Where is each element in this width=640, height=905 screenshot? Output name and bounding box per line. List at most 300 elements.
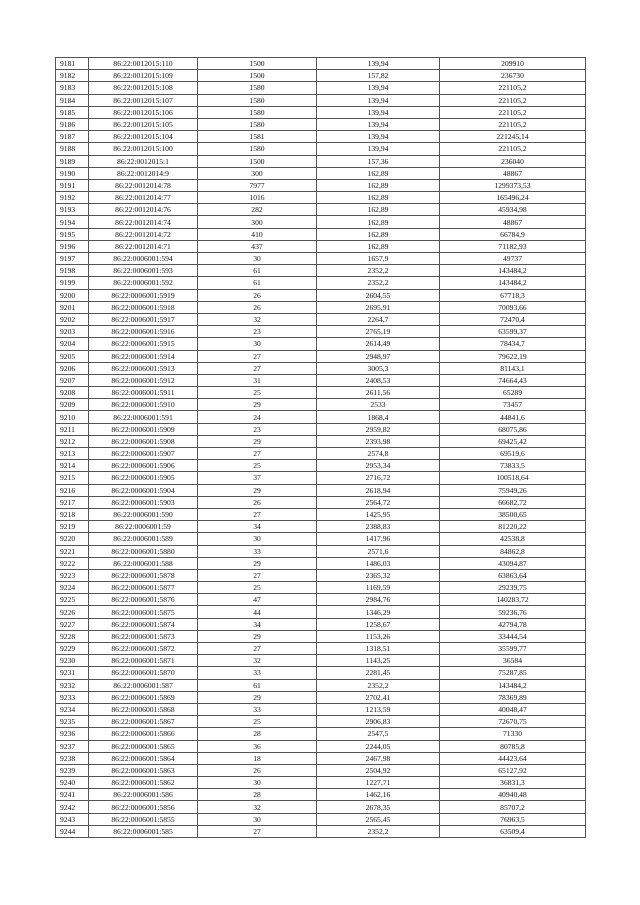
unit-value-cell: 2574,8 (317, 448, 440, 460)
area-cell: 27 (198, 362, 317, 374)
unit-value-cell: 2393,98 (317, 435, 440, 447)
cadastral-value-cell: 165496,24 (440, 192, 586, 204)
area-cell: 33 (198, 667, 317, 679)
area-cell: 1580 (198, 118, 317, 130)
table-row (56, 362, 586, 374)
cadastral-number-cell: 86:22:0006001:594 (89, 253, 198, 265)
row-number-cell: 9200 (56, 289, 89, 301)
unit-value-cell: 1417,96 (317, 533, 440, 545)
table-row (56, 277, 586, 289)
row-number-cell: 9184 (56, 94, 89, 106)
cadastral-number-cell: 86:22:0006001:5864 (89, 752, 198, 764)
area-cell: 27 (198, 508, 317, 520)
unit-value-cell: 157,36 (317, 155, 440, 167)
row-number-cell: 9237 (56, 740, 89, 752)
table-row (56, 533, 586, 545)
area-cell: 1580 (198, 106, 317, 118)
area-cell: 28 (198, 728, 317, 740)
row-number-cell: 9198 (56, 265, 89, 277)
cadastral-value-cell: 69519,6 (440, 448, 586, 460)
cadastral-value-cell: 1299373,53 (440, 179, 586, 191)
area-cell: 25 (198, 716, 317, 728)
cadastral-number-cell: 86:22:0006001:5912 (89, 374, 198, 386)
cadastral-value-cell: 69425,42 (440, 435, 586, 447)
cadastral-value-cell: 35599,77 (440, 643, 586, 655)
cadastral-number-cell: 86:22:0012014:77 (89, 192, 198, 204)
cadastral-value-cell: 81220,22 (440, 521, 586, 533)
unit-value-cell: 139,94 (317, 131, 440, 143)
cadastral-value-cell: 49737 (440, 253, 586, 265)
table-row (56, 216, 586, 228)
table-row (56, 387, 586, 399)
table-row (56, 374, 586, 386)
cadastral-value-cell: 80785,8 (440, 740, 586, 752)
table-row (56, 716, 586, 728)
cadastral-number-cell: 86:22:0006001:5871 (89, 655, 198, 667)
table-row (56, 508, 586, 520)
cadastral-value-cell: 73833,5 (440, 460, 586, 472)
row-number-cell: 9214 (56, 460, 89, 472)
area-cell: 30 (198, 813, 317, 825)
cadastral-value-cell: 68075,86 (440, 423, 586, 435)
table-row (56, 301, 586, 313)
area-cell: 34 (198, 521, 317, 533)
table-row (56, 118, 586, 130)
table-row (56, 131, 586, 143)
table-row (56, 545, 586, 557)
row-number-cell: 9201 (56, 301, 89, 313)
table-row (56, 582, 586, 594)
table-row (56, 679, 586, 691)
table-row (56, 338, 586, 350)
row-number-cell: 9205 (56, 350, 89, 362)
table-row (56, 667, 586, 679)
area-cell: 27 (198, 448, 317, 460)
unit-value-cell: 2571,6 (317, 545, 440, 557)
table-row (56, 179, 586, 191)
cadastral-number-cell: 86:22:0006001:589 (89, 533, 198, 545)
area-cell: 1500 (198, 58, 317, 70)
cadastral-value-cell: 143484,2 (440, 277, 586, 289)
row-number-cell: 9195 (56, 228, 89, 240)
table-row (56, 58, 586, 70)
unit-value-cell: 2352,2 (317, 825, 440, 837)
row-number-cell: 9181 (56, 58, 89, 70)
unit-value-cell: 2604,55 (317, 289, 440, 301)
cadastral-value-cell: 72470,4 (440, 313, 586, 325)
cadastral-value-cell: 221105,2 (440, 118, 586, 130)
cadastral-number-cell: 86:22:0006001:5870 (89, 667, 198, 679)
cadastral-number-cell: 86:22:0006001:5916 (89, 326, 198, 338)
row-number-cell: 9197 (56, 253, 89, 265)
unit-value-cell: 2618,94 (317, 484, 440, 496)
cadastral-number-cell: 86:22:0012015:110 (89, 58, 198, 70)
unit-value-cell: 1346,29 (317, 606, 440, 618)
row-number-cell: 9202 (56, 313, 89, 325)
row-number-cell: 9211 (56, 423, 89, 435)
row-number-cell: 9218 (56, 508, 89, 520)
unit-value-cell: 2953,34 (317, 460, 440, 472)
row-number-cell: 9236 (56, 728, 89, 740)
area-cell: 29 (198, 435, 317, 447)
area-cell: 300 (198, 216, 317, 228)
cadastral-value-cell: 45934,98 (440, 204, 586, 216)
area-cell: 7977 (198, 179, 317, 191)
cadastral-value-cell: 81143,1 (440, 362, 586, 374)
cadastral-number-cell: 86:22:0006001:593 (89, 265, 198, 277)
cadastral-number-cell: 86:22:0006001:5873 (89, 630, 198, 642)
table-row (56, 789, 586, 801)
row-number-cell: 9190 (56, 167, 89, 179)
unit-value-cell: 2716,72 (317, 472, 440, 484)
row-number-cell: 9219 (56, 521, 89, 533)
cadastral-number-cell: 86:22:0006001:5865 (89, 740, 198, 752)
row-number-cell: 9193 (56, 204, 89, 216)
cadastral-value-cell: 29239,75 (440, 582, 586, 594)
area-cell: 282 (198, 204, 317, 216)
row-number-cell: 9207 (56, 374, 89, 386)
area-cell: 30 (198, 777, 317, 789)
unit-value-cell: 1213,59 (317, 703, 440, 715)
cadastral-value-cell: 221105,2 (440, 106, 586, 118)
area-cell: 30 (198, 338, 317, 350)
cadastral-value-cell: 36584 (440, 655, 586, 667)
unit-value-cell: 2352,2 (317, 679, 440, 691)
cadastral-number-cell: 86:22:0006001:5868 (89, 703, 198, 715)
cadastral-value-cell: 71330 (440, 728, 586, 740)
area-cell: 300 (198, 167, 317, 179)
cadastral-value-cell: 76963,5 (440, 813, 586, 825)
unit-value-cell: 2695,91 (317, 301, 440, 313)
cadastral-number-cell: 86:22:0012015:104 (89, 131, 198, 143)
area-cell: 24 (198, 411, 317, 423)
row-number-cell: 9232 (56, 679, 89, 691)
table-row (56, 448, 586, 460)
unit-value-cell: 139,94 (317, 82, 440, 94)
area-cell: 61 (198, 277, 317, 289)
area-cell: 26 (198, 496, 317, 508)
area-cell: 1500 (198, 155, 317, 167)
cadastral-number-cell: 86:22:0006001:5913 (89, 362, 198, 374)
table-body (56, 58, 586, 838)
area-cell: 33 (198, 545, 317, 557)
area-cell: 1580 (198, 82, 317, 94)
area-cell: 25 (198, 387, 317, 399)
cadastral-value-cell: 79622,19 (440, 350, 586, 362)
cadastral-number-cell: 86:22:0012014:71 (89, 240, 198, 252)
unit-value-cell: 2959,82 (317, 423, 440, 435)
table-row (56, 643, 586, 655)
row-number-cell: 9222 (56, 557, 89, 569)
cadastral-value-cell: 100518,64 (440, 472, 586, 484)
cadastral-value-cell: 221105,2 (440, 143, 586, 155)
cadastral-number-cell: 86:22:0006001:5910 (89, 399, 198, 411)
cadastral-number-cell: 86:22:0006001:591 (89, 411, 198, 423)
area-cell: 27 (198, 825, 317, 837)
cadastral-number-cell: 86:22:0012015:100 (89, 143, 198, 155)
table-row (56, 228, 586, 240)
table-row (56, 435, 586, 447)
unit-value-cell: 139,94 (317, 94, 440, 106)
cadastral-value-cell: 78369,89 (440, 691, 586, 703)
cadastral-number-cell: 86:22:0006001:5909 (89, 423, 198, 435)
row-number-cell: 9239 (56, 764, 89, 776)
table-row (56, 313, 586, 325)
row-number-cell: 9225 (56, 594, 89, 606)
cadastral-number-cell: 86:22:0006001:5878 (89, 569, 198, 581)
unit-value-cell: 162,89 (317, 192, 440, 204)
area-cell: 26 (198, 764, 317, 776)
cadastral-number-cell: 86:22:0006001:5855 (89, 813, 198, 825)
cadastral-value-cell: 44423,64 (440, 752, 586, 764)
cadastral-value-cell: 66784,9 (440, 228, 586, 240)
table-row (56, 423, 586, 435)
unit-value-cell: 2948,97 (317, 350, 440, 362)
table-row (56, 728, 586, 740)
area-cell: 18 (198, 752, 317, 764)
area-cell: 37 (198, 472, 317, 484)
cadastral-number-cell: 86:22:0006001:587 (89, 679, 198, 691)
table-row (56, 167, 586, 179)
row-number-cell: 9231 (56, 667, 89, 679)
cadastral-number-cell: 86:22:0006001:585 (89, 825, 198, 837)
cadastral-number-cell: 86:22:0006001:5872 (89, 643, 198, 655)
unit-value-cell: 1258,67 (317, 618, 440, 630)
unit-value-cell: 1486,03 (317, 557, 440, 569)
row-number-cell: 9191 (56, 179, 89, 191)
unit-value-cell: 2765,19 (317, 326, 440, 338)
unit-value-cell: 2408,53 (317, 374, 440, 386)
table-row (56, 825, 586, 837)
row-number-cell: 9183 (56, 82, 89, 94)
row-number-cell: 9209 (56, 399, 89, 411)
table-row (56, 350, 586, 362)
cadastral-number-cell: 86:22:0012015:105 (89, 118, 198, 130)
cadastral-number-cell: 86:22:0012015:109 (89, 70, 198, 82)
table-row (56, 192, 586, 204)
area-cell: 26 (198, 301, 317, 313)
row-number-cell: 9230 (56, 655, 89, 667)
table-row (56, 326, 586, 338)
cadastral-value-cell: 236040 (440, 155, 586, 167)
unit-value-cell: 1227,71 (317, 777, 440, 789)
cadastral-value-cell: 236730 (440, 70, 586, 82)
table-row (56, 655, 586, 667)
area-cell: 29 (198, 484, 317, 496)
cadastral-value-cell: 221105,2 (440, 94, 586, 106)
cadastral-value-cell: 63599,37 (440, 326, 586, 338)
area-cell: 29 (198, 630, 317, 642)
table-row (56, 240, 586, 252)
unit-value-cell: 162,89 (317, 179, 440, 191)
unit-value-cell: 2565,45 (317, 813, 440, 825)
cadastral-number-cell: 86:22:0006001:5874 (89, 618, 198, 630)
unit-value-cell: 1425,95 (317, 508, 440, 520)
area-cell: 1581 (198, 131, 317, 143)
table-row (56, 472, 586, 484)
unit-value-cell: 1462,16 (317, 789, 440, 801)
table-row (56, 618, 586, 630)
unit-value-cell: 162,89 (317, 167, 440, 179)
cadastral-number-cell: 86:22:0012014:74 (89, 216, 198, 228)
cadastral-value-cell: 78434,7 (440, 338, 586, 350)
cadastral-number-cell: 86:22:0006001:5906 (89, 460, 198, 472)
cadastral-number-cell: 86:22:0006001:5911 (89, 387, 198, 399)
cadastral-number-cell: 86:22:0006001:5908 (89, 435, 198, 447)
cadastral-value-cell: 209910 (440, 58, 586, 70)
area-cell: 1016 (198, 192, 317, 204)
table-row (56, 460, 586, 472)
row-number-cell: 9182 (56, 70, 89, 82)
table-row (56, 703, 586, 715)
cadastral-value-cell: 36831,3 (440, 777, 586, 789)
cadastral-number-cell: 86:22:0012014:78 (89, 179, 198, 191)
area-cell: 33 (198, 703, 317, 715)
cadastral-number-cell: 86:22:0012015:108 (89, 82, 198, 94)
row-number-cell: 9240 (56, 777, 89, 789)
table-row (56, 82, 586, 94)
cadastral-value-cell: 40048,47 (440, 703, 586, 715)
area-cell: 29 (198, 399, 317, 411)
row-number-cell: 9217 (56, 496, 89, 508)
area-cell: 1580 (198, 143, 317, 155)
row-number-cell: 9220 (56, 533, 89, 545)
area-cell: 410 (198, 228, 317, 240)
table-row (56, 70, 586, 82)
cadastral-number-cell: 86:22:0006001:5919 (89, 289, 198, 301)
table-row (56, 484, 586, 496)
table-row (56, 106, 586, 118)
row-number-cell: 9244 (56, 825, 89, 837)
cadastral-value-cell: 63509,4 (440, 825, 586, 837)
unit-value-cell: 2984,76 (317, 594, 440, 606)
table-row (56, 752, 586, 764)
cadastral-value-cell: 40940,48 (440, 789, 586, 801)
cadastral-number-cell: 86:22:0006001:5867 (89, 716, 198, 728)
table-row (56, 496, 586, 508)
area-cell: 26 (198, 289, 317, 301)
table-row (56, 557, 586, 569)
cadastral-number-cell: 86:22:0006001:5862 (89, 777, 198, 789)
row-number-cell: 9188 (56, 143, 89, 155)
row-number-cell: 9192 (56, 192, 89, 204)
cadastral-number-cell: 86:22:0006001:5905 (89, 472, 198, 484)
table-row (56, 630, 586, 642)
cadastral-number-cell: 86:22:0012015:1 (89, 155, 198, 167)
cadastral-number-cell: 86:22:0012014:9 (89, 167, 198, 179)
cadastral-number-cell: 86:22:0006001:5907 (89, 448, 198, 460)
unit-value-cell: 2281,45 (317, 667, 440, 679)
area-cell: 25 (198, 460, 317, 472)
table-row (56, 289, 586, 301)
cadastral-value-cell: 48867 (440, 216, 586, 228)
cadastral-value-cell: 63863,64 (440, 569, 586, 581)
cadastral-value-cell: 44841,6 (440, 411, 586, 423)
cadastral-number-cell: 86:22:0006001:5863 (89, 764, 198, 776)
area-cell: 32 (198, 655, 317, 667)
cadastral-number-cell: 86:22:0006001:59 (89, 521, 198, 533)
row-number-cell: 9212 (56, 435, 89, 447)
cadastral-value-cell: 42794,78 (440, 618, 586, 630)
cadastral-value-cell: 84862,8 (440, 545, 586, 557)
row-number-cell: 9189 (56, 155, 89, 167)
row-number-cell: 9238 (56, 752, 89, 764)
row-number-cell: 9185 (56, 106, 89, 118)
cadastral-number-cell: 86:22:0012015:107 (89, 94, 198, 106)
unit-value-cell: 2467,98 (317, 752, 440, 764)
cadastral-value-cell: 38500,65 (440, 508, 586, 520)
row-number-cell: 9210 (56, 411, 89, 423)
unit-value-cell: 2906,83 (317, 716, 440, 728)
cadastral-number-cell: 86:22:0006001:5914 (89, 350, 198, 362)
cadastral-value-cell: 48867 (440, 167, 586, 179)
cadastral-number-cell: 86:22:0006001:586 (89, 789, 198, 801)
row-number-cell: 9208 (56, 387, 89, 399)
area-cell: 28 (198, 789, 317, 801)
area-cell: 23 (198, 423, 317, 435)
cadastral-value-cell: 43094,87 (440, 557, 586, 569)
unit-value-cell: 1169,59 (317, 582, 440, 594)
row-number-cell: 9216 (56, 484, 89, 496)
unit-value-cell: 162,89 (317, 204, 440, 216)
row-number-cell: 9242 (56, 801, 89, 813)
cadastral-value-cell: 143484,2 (440, 679, 586, 691)
unit-value-cell: 139,94 (317, 106, 440, 118)
unit-value-cell: 2388,83 (317, 521, 440, 533)
cadastral-number-cell: 86:22:0006001:5903 (89, 496, 198, 508)
cadastral-value-cell: 66682,72 (440, 496, 586, 508)
unit-value-cell: 162,89 (317, 240, 440, 252)
table-row (56, 740, 586, 752)
cadastral-value-cell: 75949,26 (440, 484, 586, 496)
table-row (56, 143, 586, 155)
cadastral-value-cell: 85707,2 (440, 801, 586, 813)
area-cell: 32 (198, 313, 317, 325)
table-row (56, 606, 586, 618)
row-number-cell: 9224 (56, 582, 89, 594)
unit-value-cell: 2533 (317, 399, 440, 411)
row-number-cell: 9204 (56, 338, 89, 350)
unit-value-cell: 2244,05 (317, 740, 440, 752)
cadastral-number-cell: 86:22:0006001:5917 (89, 313, 198, 325)
area-cell: 1580 (198, 94, 317, 106)
row-number-cell: 9223 (56, 569, 89, 581)
cadastral-number-cell: 86:22:0006001:5877 (89, 582, 198, 594)
table-row (56, 204, 586, 216)
unit-value-cell: 2352,2 (317, 265, 440, 277)
cadastral-value-cell: 72670,75 (440, 716, 586, 728)
cadastral-value-cell: 70093,66 (440, 301, 586, 313)
area-cell: 32 (198, 801, 317, 813)
row-number-cell: 9186 (56, 118, 89, 130)
row-number-cell: 9227 (56, 618, 89, 630)
cadastral-number-cell: 86:22:0006001:5869 (89, 691, 198, 703)
cadastral-value-cell: 75287,85 (440, 667, 586, 679)
area-cell: 27 (198, 350, 317, 362)
table-row (56, 411, 586, 423)
unit-value-cell: 2504,92 (317, 764, 440, 776)
area-cell: 47 (198, 594, 317, 606)
cadastral-number-cell: 86:22:0006001:5856 (89, 801, 198, 813)
area-cell: 25 (198, 582, 317, 594)
row-number-cell: 9235 (56, 716, 89, 728)
row-number-cell: 9226 (56, 606, 89, 618)
unit-value-cell: 1318,51 (317, 643, 440, 655)
area-cell: 27 (198, 569, 317, 581)
cadastral-value-cell: 65127,92 (440, 764, 586, 776)
row-number-cell: 9229 (56, 643, 89, 655)
row-number-cell: 9243 (56, 813, 89, 825)
